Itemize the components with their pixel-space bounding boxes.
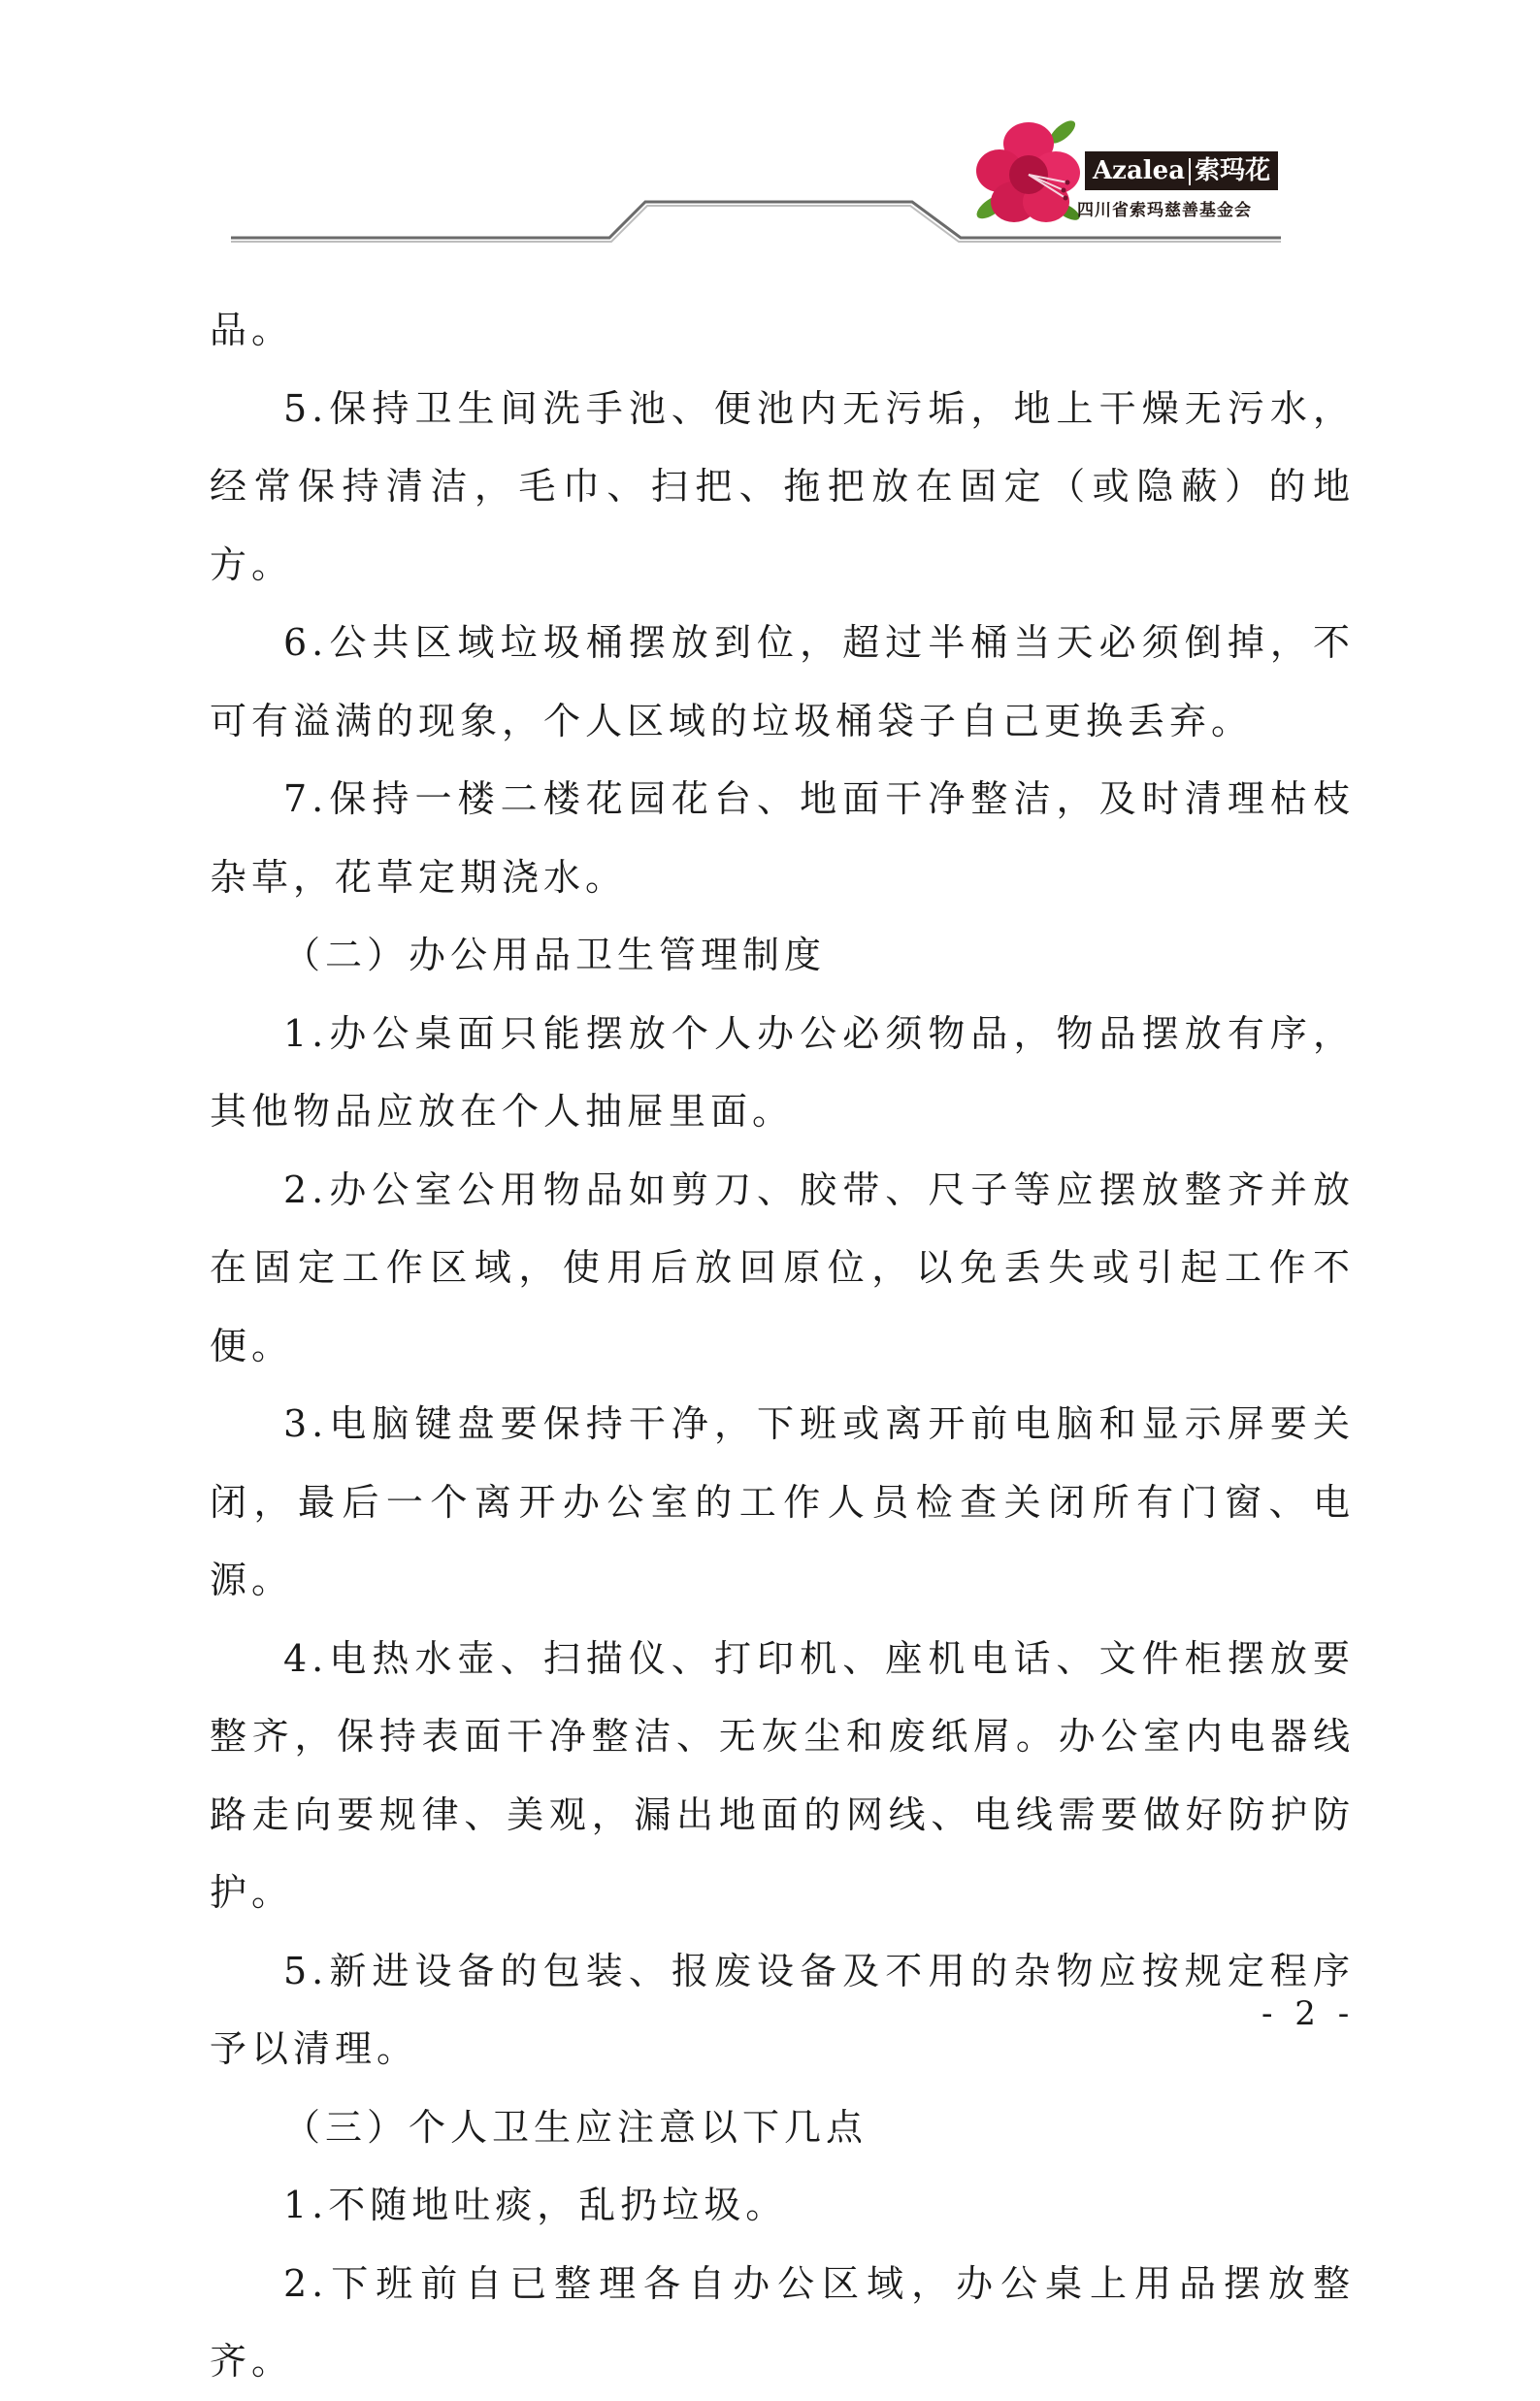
paragraph: 5.新进设备的包装、报废设备及不用的杂物应按规定程序予以清理。 bbox=[210, 1949, 1355, 2070]
azalea-flower-icon bbox=[970, 115, 1087, 236]
header-rule bbox=[0, 0, 1540, 252]
document-body bbox=[210, 291, 1355, 2401]
paragraph: 5.保持卫生间洗手池、便池内无污垢，地上干燥无污水，经常保持清洁，毛巾、扫把、拖把放在固定（或隐蔽）的地方。 bbox=[210, 386, 1355, 586]
paragraph: 3.电脑键盘要保持干净，下班或离开前电脑和显示屏要关闭，最后一个离开办公室的工作人员检查关闭所有门窗、电源。 bbox=[210, 1402, 1355, 1601]
logo-separator bbox=[1189, 158, 1191, 185]
section-heading: （三）个人卫生应注意以下几点 bbox=[283, 2105, 868, 2149]
paragraph: 2.下班前自已整理各自办公区域，办公桌上用品摆放整齐。 bbox=[210, 2261, 1355, 2383]
logo-brand-en: Azalea bbox=[1093, 156, 1186, 185]
foundation-logo bbox=[970, 115, 1286, 236]
paragraph: 1.办公桌面只能摆放个人办公必须物品，物品摆放有序，其他物品应放在个人抽屉里面。 bbox=[210, 1011, 1355, 1133]
page-number: - 2 - bbox=[1261, 1994, 1356, 2033]
paragraph: 品。 bbox=[210, 309, 294, 351]
logo-brand-cn: 索玛花 bbox=[1195, 156, 1271, 185]
paragraph: 1.不随地吐痰，乱扔垃圾。 bbox=[283, 2184, 788, 2226]
paragraph: 6.公共区域垃圾桶摆放到位，超过半桶当天必须倒掉，不可有溢满的现象，个人区域的垃圾桶袋子自己更换丢弃。 bbox=[210, 621, 1355, 742]
logo-wordmark bbox=[1085, 151, 1278, 190]
paragraph: 2.办公室公用物品如剪刀、胶带、尺子等应摆放整齐并放在固定工作区域，使用后放回原位，以免丢失或引起工作不便。 bbox=[210, 1168, 1355, 1367]
paragraph: 7.保持一楼二楼花园花台、地面干净整洁，及时清理枯枝杂草，花草定期浇水。 bbox=[210, 777, 1355, 899]
logo-organization-name: 四川省索玛慈善基金会 bbox=[1077, 201, 1252, 220]
section-heading: （二）办公用品卫生管理制度 bbox=[283, 934, 827, 976]
paragraph: 4.电热水壶、扫描仪、打印机、座机电话、文件柜摆放要整齐，保持表面干净整洁、无灰尘和废纸屑。办公室内电器线路走向要规律、美观，漏出地面的网线、电线需要做好防护防护。 bbox=[210, 1636, 1355, 1914]
